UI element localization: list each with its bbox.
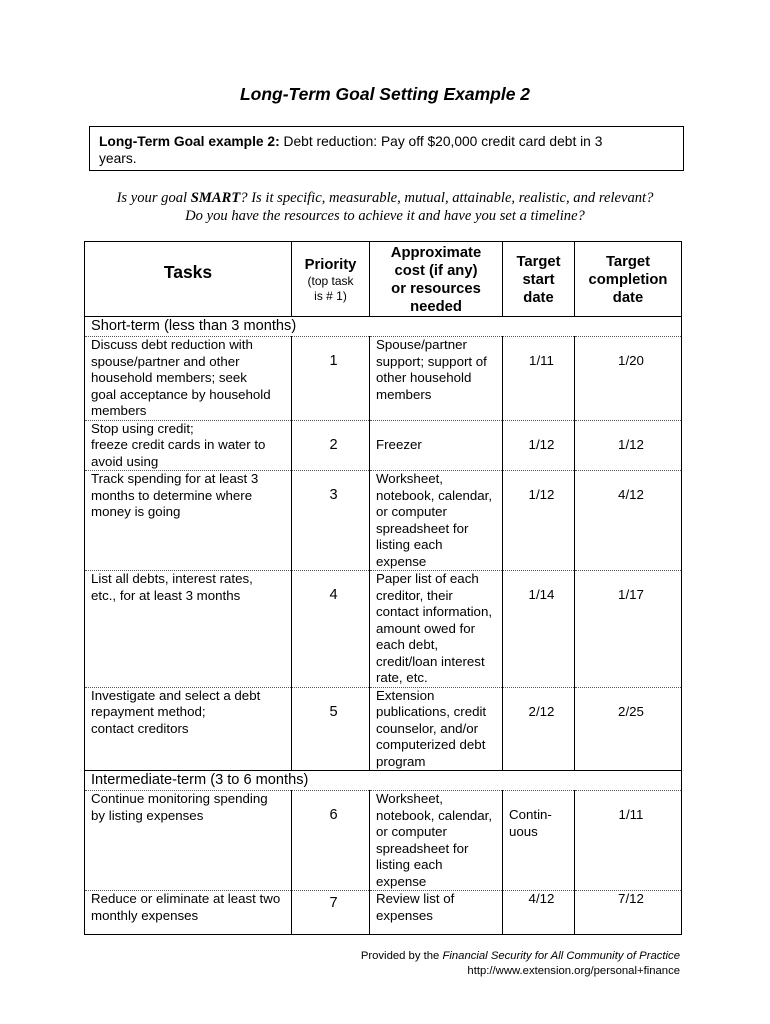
start-date-cell: 1/12: [503, 420, 575, 471]
cost-line: Review list of: [376, 891, 455, 906]
header-start: [503, 242, 575, 317]
task-line: by listing expenses: [91, 807, 204, 823]
header-priority: [292, 242, 370, 317]
cost-line: spreadsheet for: [376, 520, 469, 536]
goal-text-line2: years.: [99, 151, 137, 166]
goal-category: Debt reduction:: [283, 134, 378, 149]
cost-line: or computer: [376, 824, 447, 839]
completion-date-cell: 2/25: [575, 687, 682, 771]
goal-label: Long-Term Goal example 2:: [99, 134, 280, 149]
footer: [361, 949, 680, 978]
section-row: [85, 771, 682, 791]
cost-line: Worksheet,: [376, 471, 444, 486]
task-line: Reduce or eliminate at least two: [91, 891, 281, 906]
cost-line: counselor, and/or: [376, 720, 479, 736]
completion-date-cell: 7/12: [575, 891, 682, 935]
cost-line: contact information,: [376, 604, 493, 619]
completion-date-cell: 1/20: [575, 337, 682, 421]
task-line: Track spending for at least 3: [91, 471, 259, 486]
task-line: repayment method;: [91, 704, 206, 719]
task-line: contact creditors: [91, 720, 189, 736]
priority-cell: 5: [292, 687, 370, 771]
priority-cell: 6: [292, 791, 370, 891]
task-line: monthly expenses: [91, 907, 199, 923]
footer-prefix: Provided by the: [360, 950, 440, 962]
task-body: [85, 317, 682, 935]
task-cell: [85, 891, 292, 935]
section-row: [85, 317, 682, 337]
table-row: [85, 420, 682, 471]
start-date-cell: 1/12: [503, 471, 575, 571]
table-row: [85, 687, 682, 771]
table-row: [85, 471, 682, 571]
start-date-cell: 1/14: [503, 571, 575, 688]
header-completion: [575, 242, 682, 317]
cost-cell: [370, 420, 503, 471]
header-cost-3: or resources: [391, 281, 481, 297]
task-cell: [85, 687, 292, 771]
task-line: Investigate and select a debt: [91, 687, 261, 703]
cost-cell: [370, 337, 503, 421]
smart-question: [0, 189, 770, 225]
task-line: avoid using: [91, 453, 159, 469]
task-line: months to determine where: [91, 487, 253, 503]
cost-line: Paper list of each: [376, 571, 479, 586]
cost-line: amount owed for: [376, 620, 476, 636]
cost-line: support; support of: [376, 353, 487, 369]
smart-line2: Do you have the resources to achieve it and have you set a timeline?: [185, 208, 585, 224]
table-row: [85, 571, 682, 688]
tasks-table: [84, 241, 682, 935]
cost-line: spreadsheet for: [376, 840, 469, 856]
header-tasks: Tasks: [85, 242, 292, 317]
cost-cell: [370, 571, 503, 688]
priority-cell: 1: [292, 337, 370, 421]
task-cell: [85, 571, 292, 688]
footer-credit: [361, 949, 680, 964]
cost-line: Worksheet,: [376, 791, 444, 806]
cost-line: notebook, calendar,: [376, 807, 493, 823]
task-line: Stop using credit;: [91, 420, 194, 436]
priority-cell: 3: [292, 471, 370, 571]
header-completion-1: Target: [605, 254, 651, 270]
header-completion-3: date: [612, 290, 644, 306]
completion-date-cell: 4/12: [575, 471, 682, 571]
section-heading: Intermediate-term (3 to 6 months): [85, 771, 682, 791]
completion-date-cell: 1/11: [575, 791, 682, 891]
header-priority-note-1: (top task: [307, 274, 354, 288]
cost-line: credit/loan interest: [376, 653, 485, 669]
cost-line: other household: [376, 370, 472, 385]
task-line: etc., for at least 3 months: [91, 587, 241, 603]
task-cell: [85, 420, 292, 471]
header-priority-label: Priority: [304, 257, 357, 273]
smart-keyword: SMART: [190, 190, 241, 206]
cost-line: Spouse/partner: [376, 337, 467, 352]
task-line: goal acceptance by household: [91, 386, 271, 402]
cost-line: notebook, calendar,: [376, 487, 493, 503]
task-cell: [85, 791, 292, 891]
cost-line: creditor, their: [376, 587, 453, 603]
header-start-1: Target: [516, 254, 561, 270]
cost-line: [376, 421, 502, 438]
task-line: spouse/partner and other: [91, 353, 240, 369]
header-start-3: date: [523, 290, 554, 306]
cost-line: listing each: [376, 537, 443, 552]
table-row: [85, 891, 682, 935]
table-row: [85, 337, 682, 421]
completion-date-cell: 1/17: [575, 571, 682, 688]
task-line: members: [91, 403, 147, 418]
header-cost-4: needed: [410, 299, 462, 315]
priority-cell: 2: [292, 420, 370, 471]
completion-date-cell: 1/12: [575, 420, 682, 471]
footer-org: Financial Security for All Community of Practice: [442, 950, 680, 962]
cost-line: listing each: [376, 857, 443, 872]
header-priority-note-2: is # 1): [314, 289, 347, 303]
header-cost-2: cost (if any): [394, 263, 478, 279]
start-date-cell: 1/11: [503, 337, 575, 421]
page-title: Long-Term Goal Setting Example 2: [239, 84, 531, 104]
header-cost-1: Approximate: [390, 245, 482, 261]
cost-line: Extension: [376, 687, 435, 703]
start-date-cell: 4/12: [503, 891, 575, 935]
task-line: freeze credit cards in water to: [91, 437, 266, 452]
task-line: Discuss debt reduction with: [91, 337, 253, 352]
task-line: Continue monitoring spending: [91, 791, 268, 806]
cost-line: each debt,: [376, 637, 439, 652]
header-cost: [370, 242, 503, 317]
cost-line: expense: [376, 873, 427, 889]
cost-line: members: [376, 386, 432, 402]
section-heading: Short-term (less than 3 months): [85, 317, 682, 337]
goal-box: [89, 126, 684, 171]
goal-text-line1: Pay off $20,000 credit card debt in 3: [380, 134, 603, 149]
cost-line: or computer: [376, 504, 447, 519]
header-start-2: start: [522, 272, 555, 288]
cost-line: expenses: [376, 907, 433, 923]
task-cell: [85, 471, 292, 571]
smart-line1-prefix: Is your goal: [116, 190, 188, 206]
task-line: money is going: [91, 504, 181, 519]
cost-line: program: [376, 753, 426, 769]
cost-line: expense: [376, 553, 427, 569]
start-date-cell: 2/12: [503, 687, 575, 771]
cost-line: rate, etc.: [376, 670, 428, 685]
cost-line: Freezer: [376, 437, 422, 452]
task-line: household members; seek: [91, 370, 247, 385]
cost-cell: [370, 471, 503, 571]
table-row: [85, 791, 682, 891]
task-line: List all debts, interest rates,: [91, 571, 253, 586]
cost-cell: [370, 791, 503, 891]
start-date-cell: Contin- uous: [503, 791, 575, 891]
cost-line: computerized debt: [376, 737, 486, 752]
task-cell: [85, 337, 292, 421]
cost-cell: [370, 891, 503, 935]
priority-cell: 7: [292, 891, 370, 935]
footer-url[interactable]: http://www.extension.org/personal+finance: [467, 964, 680, 977]
header-completion-2: completion: [588, 272, 668, 288]
cost-cell: [370, 687, 503, 771]
priority-cell: 4: [292, 571, 370, 688]
smart-line1-suffix: ? Is it specific, measurable, mutual, attainable, realistic, and relevant?: [240, 190, 654, 206]
cost-line: publications, credit: [376, 704, 487, 719]
